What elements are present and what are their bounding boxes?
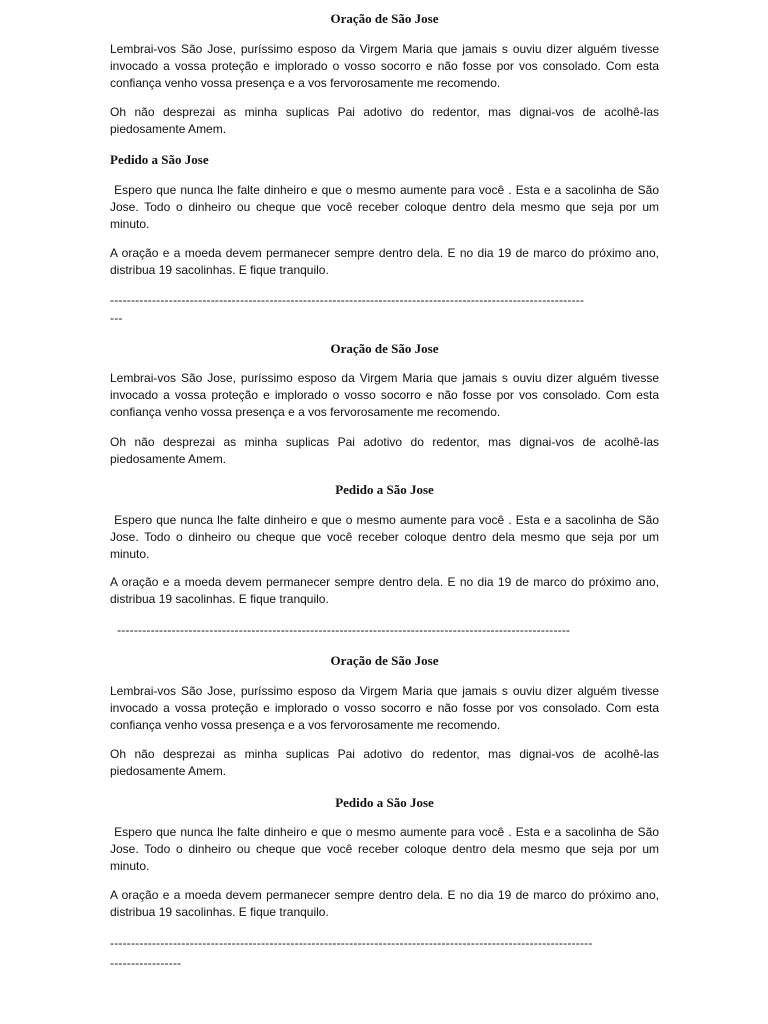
instruction-paragraph: A oração e a moeda devem permanecer sempre dentro dela. E no dia 19 de marco do próximo ano, distribua 19 sacolinhas. E fique tranquilo. [110, 575, 659, 606]
separator-line: ------------------------------------------------------------------------------------------------------------------- [110, 936, 593, 950]
request-paragraph: Espero que nunca lhe falte dinheiro e que o mesmo aumente para você . Esta e a sacolinha de São Jose. Todo o dinheiro ou cheque que você receber coloque dentro dela mesmo que seja por um minuto. [110, 513, 663, 561]
prayer-paragraph: Lembrai-vos São Jose, puríssimo esposo da Virgem Maria que jamais s ouviu dizer alguém tivesse invocado a vossa proteção e implorado o vosso socorro e não fosse por vos consolado. Com esta confiança venho vossa presença e a vos fervorosamente me recomendo. [110, 371, 659, 419]
request-title: Pedido a São Jose [335, 482, 434, 497]
separator-line: ----------------------------------------------------------------------------------------------------------------- [110, 293, 585, 307]
request-paragraph: Espero que nunca lhe falte dinheiro e que o mesmo aumente para você . Esta e a sacolinha de São Jose. Todo o dinheiro ou cheque que você receber coloque dentro dela mesmo que seja por um minuto. [110, 825, 663, 873]
request-title: Pedido a São Jose [335, 795, 434, 810]
separator-line-continuation: ----------------- [110, 956, 182, 970]
prayer-closing-paragraph: Oh não desprezai as minha suplicas Pai adotivo do redentor, mas dignai-vos de acolhê-las piedosamente Amem. [110, 435, 659, 466]
instruction-paragraph: A oração e a moeda devem permanecer sempre dentro dela. E no dia 19 de marco do próximo ano, distribua 19 sacolinhas. E fique tranquilo. [110, 888, 659, 919]
prayer-paragraph: Lembrai-vos São Jose, puríssimo esposo da Virgem Maria que jamais s ouviu dizer alguém tivesse invocado a vossa proteção e implorado o vosso socorro e não fosse por vos consolado. Com esta confiança venho vossa presença e a vos fervorosamente me recomendo. [110, 42, 659, 90]
separator-line: ------------------------------------------------------------------------------------------------------------ [110, 623, 571, 637]
request-paragraph: Espero que nunca lhe falte dinheiro e que o mesmo aumente para você . Esta e a sacolinha de São Jose. Todo o dinheiro ou cheque que você receber coloque dentro dela mesmo que seja por um minuto. [110, 183, 663, 231]
prayer-closing-paragraph: Oh não desprezai as minha suplicas Pai adotivo do redentor, mas dignai-vos de acolhê-las piedosamente Amem. [110, 747, 659, 778]
prayer-title: Oração de São Jose [330, 11, 439, 26]
prayer-title: Oração de São Jose [330, 653, 439, 668]
separator-line-continuation: --- [110, 311, 123, 325]
document-content [110, 0, 663, 1024]
prayer-paragraph: Lembrai-vos São Jose, puríssimo esposo da Virgem Maria que jamais s ouviu dizer alguém tivesse invocado a vossa proteção e implorado o vosso socorro e não fosse por vos consolado. Com esta confiança venho vossa presença e a vos fervorosamente me recomendo. [110, 684, 659, 732]
prayer-title: Oração de São Jose [330, 341, 439, 356]
prayer-closing-paragraph: Oh não desprezai as minha suplicas Pai adotivo do redentor, mas dignai-vos de acolhê-las piedosamente Amem. [110, 105, 659, 136]
instruction-paragraph: A oração e a moeda devem permanecer sempre dentro dela. E no dia 19 de marco do próximo ano, distribua 19 sacolinhas. E fique tranquilo. [110, 246, 659, 277]
request-title: Pedido a São Jose [110, 152, 209, 167]
